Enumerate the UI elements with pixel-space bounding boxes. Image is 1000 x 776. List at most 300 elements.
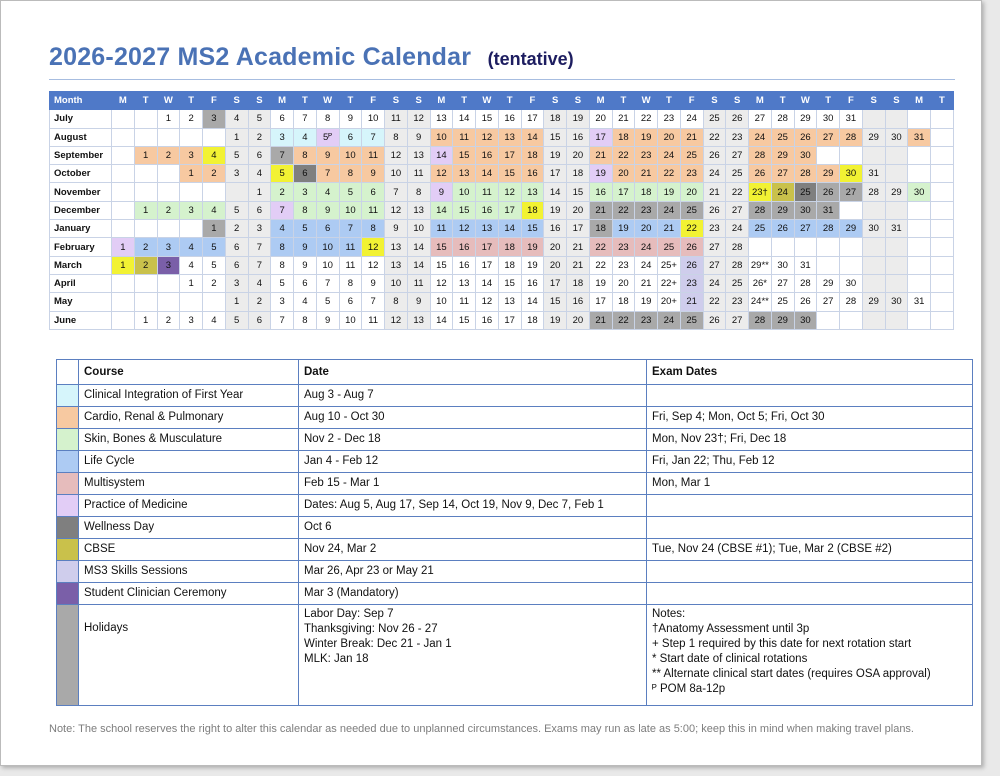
day-cell: 24	[658, 311, 681, 329]
day-cell: 29	[771, 201, 794, 219]
day-cell: 4	[316, 183, 339, 201]
empty-day-cell	[180, 220, 203, 238]
day-cell: 13	[407, 311, 430, 329]
month-row	[50, 183, 954, 201]
day-cell: 9	[316, 146, 339, 164]
calendar-grid	[49, 91, 954, 330]
day-cell: 8	[385, 128, 408, 146]
note-line: + Step 1 required by this date for next rotation start	[652, 637, 912, 650]
legend-color-swatch	[57, 605, 79, 706]
legend-color-swatch	[57, 561, 79, 583]
day-cell: 25	[703, 110, 726, 128]
day-cell: 16	[476, 201, 499, 219]
day-cell: 10	[339, 201, 362, 219]
legend-row	[57, 407, 973, 429]
day-cell: 16	[498, 110, 521, 128]
day-cell: 18	[567, 274, 590, 292]
day-cell: 17	[476, 256, 499, 274]
month-row	[50, 201, 954, 219]
day-cell: 17	[589, 128, 612, 146]
day-cell: 27	[794, 220, 817, 238]
exam-dates: Fri, Jan 22; Thu, Feb 12	[647, 451, 973, 473]
empty-day-cell	[157, 165, 180, 183]
legend-row	[57, 561, 973, 583]
empty-day-cell	[157, 128, 180, 146]
weekday-header: M	[112, 92, 135, 110]
month-row	[50, 165, 954, 183]
day-cell: 8	[316, 110, 339, 128]
empty-day-cell	[885, 256, 908, 274]
weekday-header: S	[862, 92, 885, 110]
empty-day-cell	[203, 293, 226, 311]
day-cell: 5	[271, 165, 294, 183]
day-cell: 15	[476, 110, 499, 128]
day-cell: 30	[794, 201, 817, 219]
empty-day-cell	[840, 201, 863, 219]
empty-day-cell	[885, 274, 908, 292]
day-cell: 15	[498, 274, 521, 292]
course-name: Skin, Bones & Musculature	[79, 429, 299, 451]
course-legend-table	[56, 359, 973, 706]
day-cell: 25	[771, 293, 794, 311]
holiday-date-line: Winter Break: Dec 21 - Jan 1	[304, 637, 452, 650]
weekday-header: W	[635, 92, 658, 110]
day-cell: 19	[658, 183, 681, 201]
day-cell: 8	[339, 165, 362, 183]
legend-color-swatch	[57, 583, 79, 605]
day-cell: 6	[339, 293, 362, 311]
day-cell: 30	[794, 146, 817, 164]
day-cell: 12	[453, 220, 476, 238]
day-cell: 9	[362, 274, 385, 292]
day-cell: 21	[703, 183, 726, 201]
day-cell: 25	[794, 183, 817, 201]
empty-day-cell	[134, 110, 157, 128]
day-cell: 3	[271, 293, 294, 311]
day-cell: 7	[294, 110, 317, 128]
month-row	[50, 256, 954, 274]
day-cell: 4	[271, 220, 294, 238]
empty-day-cell	[134, 293, 157, 311]
empty-day-cell	[862, 274, 885, 292]
weekday-header: M	[430, 92, 453, 110]
day-cell: 11	[385, 110, 408, 128]
day-cell: 26	[771, 220, 794, 238]
day-cell: 18	[635, 183, 658, 201]
exam-dates: Tue, Nov 24 (CBSE #1); Tue, Mar 2 (CBSE #2)	[647, 539, 973, 561]
empty-day-cell	[112, 146, 135, 164]
day-cell: 14	[521, 293, 544, 311]
day-cell: 22+	[658, 274, 681, 292]
note-line: ** Alternate clinical start dates (requires OSA approval)	[652, 667, 931, 680]
day-cell: 26	[703, 201, 726, 219]
day-cell: 12	[476, 293, 499, 311]
exam-dates	[647, 517, 973, 539]
day-cell: 27	[726, 201, 749, 219]
day-cell: 4	[203, 146, 226, 164]
day-cell: 11	[453, 293, 476, 311]
day-cell: 21	[635, 274, 658, 292]
day-cell: 8	[339, 274, 362, 292]
day-cell: 22	[612, 201, 635, 219]
day-cell: 15	[544, 128, 567, 146]
empty-day-cell	[112, 311, 135, 329]
empty-day-cell	[840, 256, 863, 274]
day-cell: 6	[294, 274, 317, 292]
legend-header-row	[57, 360, 973, 385]
day-cell: 25+	[658, 256, 681, 274]
empty-day-cell	[840, 146, 863, 164]
day-cell: 7	[271, 201, 294, 219]
empty-day-cell	[157, 293, 180, 311]
day-cell: 16	[453, 238, 476, 256]
empty-day-cell	[862, 238, 885, 256]
weekday-header: W	[157, 92, 180, 110]
day-cell: 22	[612, 146, 635, 164]
legend-color-swatch	[57, 473, 79, 495]
day-cell: 14	[498, 220, 521, 238]
day-cell: 17	[498, 146, 521, 164]
empty-day-cell	[908, 146, 931, 164]
weekday-header: S	[567, 92, 590, 110]
weekday-header: T	[771, 92, 794, 110]
day-cell: 20	[635, 220, 658, 238]
weekday-header: T	[180, 92, 203, 110]
day-cell: 10	[407, 220, 430, 238]
day-cell: 19	[612, 220, 635, 238]
day-cell: 13	[453, 274, 476, 292]
day-cell: 3	[294, 183, 317, 201]
day-cell: 26	[680, 238, 703, 256]
day-cell: 21	[612, 110, 635, 128]
day-cell: 27	[726, 311, 749, 329]
day-cell: 25	[726, 274, 749, 292]
calendar-notes	[647, 605, 973, 706]
day-cell: 5	[203, 256, 226, 274]
day-cell: 1	[203, 220, 226, 238]
day-cell: 14	[430, 311, 453, 329]
day-cell: 25	[680, 311, 703, 329]
day-cell: 2	[180, 110, 203, 128]
day-cell: 5	[271, 274, 294, 292]
legend-row-holidays	[57, 605, 973, 706]
day-cell: 19	[544, 311, 567, 329]
day-cell: 17	[544, 274, 567, 292]
day-cell: 1	[225, 293, 248, 311]
day-cell: 13	[498, 128, 521, 146]
day-cell: 8	[271, 256, 294, 274]
day-cell: 26	[680, 256, 703, 274]
day-cell: 2	[248, 293, 271, 311]
empty-day-cell	[908, 274, 931, 292]
note-line: * Start date of clinical rotations	[652, 652, 808, 665]
day-cell: 21	[658, 220, 681, 238]
day-cell: 18	[521, 311, 544, 329]
empty-day-cell	[112, 110, 135, 128]
day-cell: 18	[521, 201, 544, 219]
day-cell: 30	[840, 274, 863, 292]
day-cell: 6	[271, 110, 294, 128]
day-cell: 20	[612, 165, 635, 183]
day-cell: 24**	[749, 293, 772, 311]
day-cell: 7	[271, 311, 294, 329]
day-cell: 4	[225, 110, 248, 128]
day-cell: 8	[362, 220, 385, 238]
day-cell: 6	[339, 128, 362, 146]
course-dates: Mar 26, Apr 23 or May 21	[299, 561, 647, 583]
course-name: Wellness Day	[79, 517, 299, 539]
day-cell: 21	[680, 128, 703, 146]
day-cell: 2	[157, 146, 180, 164]
day-cell: 12	[476, 128, 499, 146]
day-cell: 30	[885, 128, 908, 146]
day-cell: 7	[316, 165, 339, 183]
empty-day-cell	[157, 183, 180, 201]
empty-day-cell	[931, 201, 954, 219]
month-label: October	[50, 165, 112, 183]
weekday-header: F	[362, 92, 385, 110]
day-cell: 28	[794, 165, 817, 183]
course-name: Practice of Medicine	[79, 495, 299, 517]
day-cell: 3	[180, 311, 203, 329]
day-cell: 19	[635, 293, 658, 311]
day-cell: 11	[362, 146, 385, 164]
course-name: Clinical Integration of First Year	[79, 385, 299, 407]
empty-day-cell	[885, 146, 908, 164]
day-cell: 9	[362, 165, 385, 183]
day-cell: 2	[134, 238, 157, 256]
weekday-header: F	[203, 92, 226, 110]
day-cell: 27	[771, 274, 794, 292]
empty-day-cell	[862, 110, 885, 128]
day-cell: 12	[430, 274, 453, 292]
empty-day-cell	[885, 238, 908, 256]
day-cell: 13	[385, 238, 408, 256]
day-cell: 27	[817, 128, 840, 146]
day-cell: 12	[385, 311, 408, 329]
day-cell: 20	[567, 311, 590, 329]
month-label: November	[50, 183, 112, 201]
day-cell: 28	[726, 238, 749, 256]
day-cell: 30	[908, 183, 931, 201]
day-cell: 19	[635, 128, 658, 146]
day-cell: 20	[612, 274, 635, 292]
day-cell: 31	[862, 165, 885, 183]
day-cell: 2	[134, 256, 157, 274]
day-cell: 28	[749, 311, 772, 329]
day-cell: 7	[362, 293, 385, 311]
day-cell: 22	[703, 293, 726, 311]
exam-column-header: Exam Dates	[647, 360, 973, 385]
empty-day-cell	[157, 220, 180, 238]
day-cell: 7	[385, 183, 408, 201]
day-cell: 23	[635, 311, 658, 329]
day-cell: 17	[498, 311, 521, 329]
day-cell: 26	[726, 110, 749, 128]
month-row	[50, 311, 954, 329]
day-cell: 24	[703, 165, 726, 183]
course-dates: Dates: Aug 5, Aug 17, Sep 14, Oct 19, Nov 9, Dec 7, Feb 1	[299, 495, 647, 517]
weekday-header: S	[407, 92, 430, 110]
day-cell: 29	[771, 311, 794, 329]
day-cell: 14	[476, 165, 499, 183]
legend-color-swatch	[57, 407, 79, 429]
day-cell: 26	[749, 165, 772, 183]
day-cell: 23	[680, 165, 703, 183]
day-cell: 14	[407, 238, 430, 256]
day-cell: 18	[612, 293, 635, 311]
empty-day-cell	[180, 128, 203, 146]
day-cell: 4	[294, 128, 317, 146]
empty-day-cell	[862, 311, 885, 329]
day-cell: 18	[612, 128, 635, 146]
day-cell: 16	[521, 165, 544, 183]
empty-day-cell	[885, 110, 908, 128]
empty-day-cell	[203, 128, 226, 146]
day-cell: 10	[385, 274, 408, 292]
empty-day-cell	[840, 238, 863, 256]
day-cell: 22	[726, 183, 749, 201]
day-cell: 8	[294, 201, 317, 219]
month-row	[50, 128, 954, 146]
day-cell: 2	[203, 165, 226, 183]
empty-day-cell	[134, 220, 157, 238]
empty-day-cell	[817, 311, 840, 329]
month-label: May	[50, 293, 112, 311]
day-cell: 3	[225, 165, 248, 183]
day-cell: 1	[180, 274, 203, 292]
weekday-header: T	[134, 92, 157, 110]
day-cell: 11	[430, 220, 453, 238]
day-cell: 28	[840, 128, 863, 146]
day-cell: 23	[658, 110, 681, 128]
day-cell: 10	[453, 183, 476, 201]
course-dates: Mar 3 (Mandatory)	[299, 583, 647, 605]
day-cell: 25	[726, 165, 749, 183]
course-dates: Nov 24, Mar 2	[299, 539, 647, 561]
day-cell: 8	[294, 146, 317, 164]
day-cell: 19	[589, 165, 612, 183]
course-dates: Oct 6	[299, 517, 647, 539]
month-label: February	[50, 238, 112, 256]
day-cell: 23	[726, 128, 749, 146]
course-column-header: Course	[79, 360, 299, 385]
day-cell: 31	[794, 256, 817, 274]
day-cell: 7	[362, 128, 385, 146]
weekday-header: S	[726, 92, 749, 110]
day-cell: 17	[567, 220, 590, 238]
day-cell: 30	[771, 256, 794, 274]
day-cell: 26	[817, 183, 840, 201]
weekday-header: T	[498, 92, 521, 110]
day-cell: 7	[316, 274, 339, 292]
day-cell: 7	[339, 220, 362, 238]
day-cell: 13	[498, 293, 521, 311]
calendar-header-row	[50, 92, 954, 110]
day-cell: 21	[589, 311, 612, 329]
day-cell: 24	[635, 256, 658, 274]
day-cell: 10	[430, 293, 453, 311]
course-name: Holidays	[79, 605, 299, 706]
day-cell: 7	[248, 256, 271, 274]
day-cell: 3	[180, 146, 203, 164]
note-line: ᴾ POM 8a-12p	[652, 682, 726, 695]
day-cell: 3	[271, 128, 294, 146]
day-cell: 1	[134, 311, 157, 329]
empty-day-cell	[931, 293, 954, 311]
empty-day-cell	[862, 256, 885, 274]
empty-day-cell	[134, 128, 157, 146]
holiday-date-line: MLK: Jan 18	[304, 652, 369, 665]
day-cell: 23	[635, 201, 658, 219]
empty-day-cell	[180, 183, 203, 201]
course-name: MS3 Skills Sessions	[79, 561, 299, 583]
day-cell: 31	[908, 293, 931, 311]
empty-day-cell	[908, 256, 931, 274]
day-cell: 12	[498, 183, 521, 201]
day-cell: 18	[521, 146, 544, 164]
month-row	[50, 110, 954, 128]
day-cell: 19	[521, 256, 544, 274]
weekday-header: T	[931, 92, 954, 110]
day-cell: 28	[726, 256, 749, 274]
course-name: Student Clinician Ceremony	[79, 583, 299, 605]
day-cell: 5	[248, 110, 271, 128]
day-cell: 11	[339, 256, 362, 274]
empty-day-cell	[908, 201, 931, 219]
day-cell: 4	[180, 238, 203, 256]
day-cell: 14	[453, 110, 476, 128]
month-label: September	[50, 146, 112, 164]
day-cell: 15	[567, 183, 590, 201]
day-cell: 5	[225, 201, 248, 219]
day-cell: 16	[476, 311, 499, 329]
month-label: March	[50, 256, 112, 274]
day-cell: 2	[248, 128, 271, 146]
course-dates: Nov 2 - Dec 18	[299, 429, 647, 451]
day-cell: 18	[544, 110, 567, 128]
day-cell: 19	[544, 146, 567, 164]
day-cell: 5	[225, 146, 248, 164]
empty-day-cell	[817, 238, 840, 256]
day-cell: 18	[567, 165, 590, 183]
weekday-header: M	[908, 92, 931, 110]
day-cell: 21	[589, 201, 612, 219]
day-cell: 4	[248, 165, 271, 183]
day-cell: 1	[248, 183, 271, 201]
day-cell: 1	[112, 256, 135, 274]
legend-row	[57, 583, 973, 605]
empty-day-cell	[817, 146, 840, 164]
day-cell: 29**	[749, 256, 772, 274]
empty-day-cell	[112, 128, 135, 146]
day-cell: 27	[703, 256, 726, 274]
day-cell: 17	[612, 183, 635, 201]
course-dates: Aug 3 - Aug 7	[299, 385, 647, 407]
day-cell: 2	[157, 311, 180, 329]
day-cell: 21	[635, 165, 658, 183]
day-cell: 22	[635, 110, 658, 128]
weekday-header: S	[225, 92, 248, 110]
day-cell: 6	[248, 311, 271, 329]
day-cell: 9	[407, 293, 430, 311]
legend-color-swatch	[57, 451, 79, 473]
exam-dates	[647, 583, 973, 605]
day-cell: 12	[362, 256, 385, 274]
empty-day-cell	[112, 183, 135, 201]
day-cell: 20	[567, 146, 590, 164]
legend-row	[57, 385, 973, 407]
